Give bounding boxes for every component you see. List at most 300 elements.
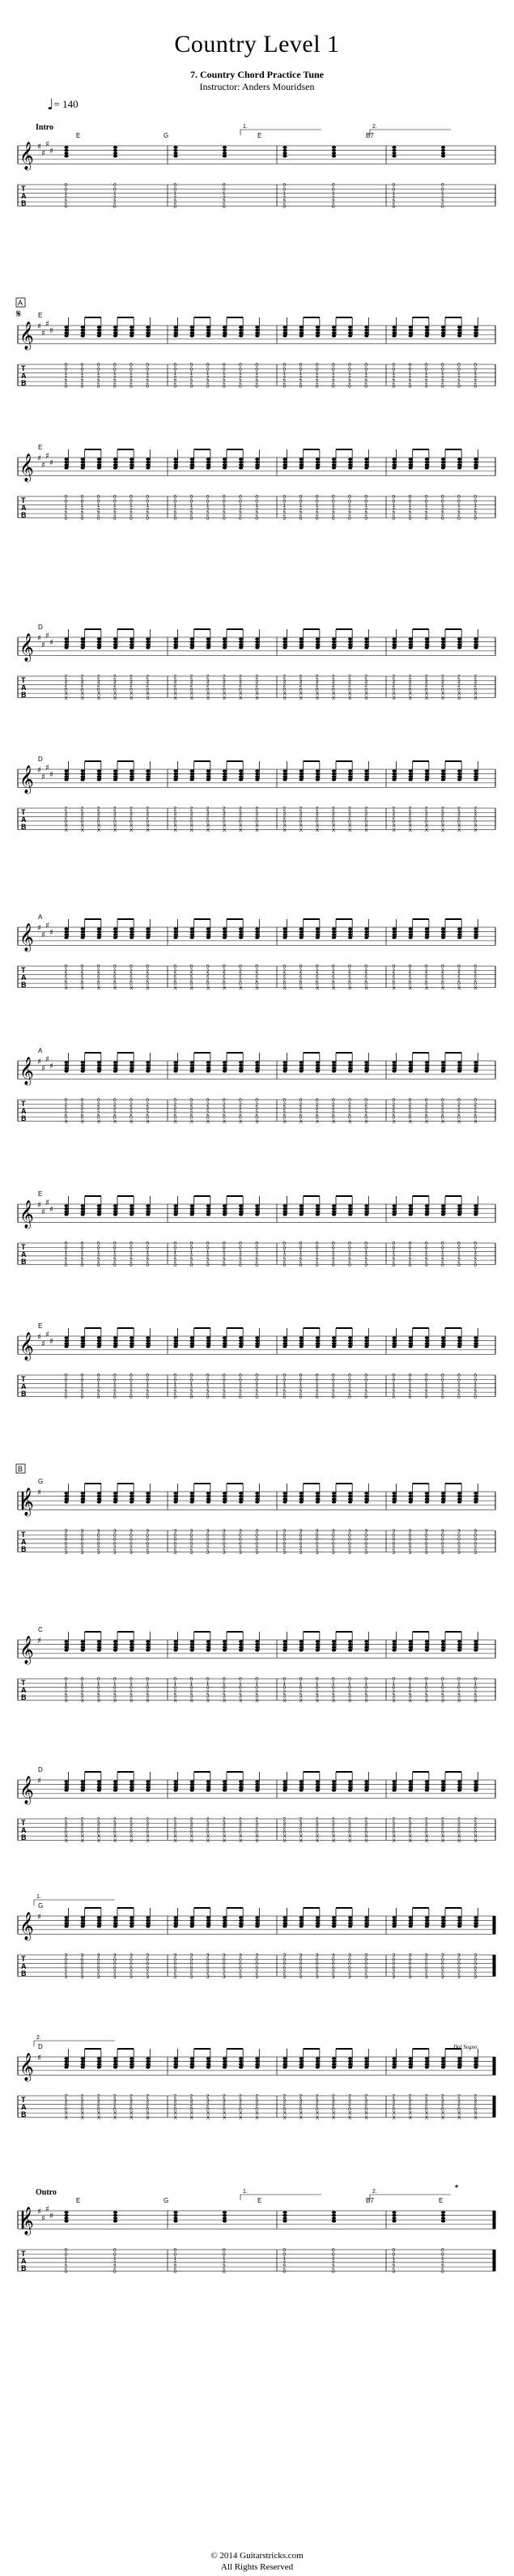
chord-notehead	[392, 2066, 396, 2069]
chord-notehead	[206, 1922, 210, 1925]
tab-fret-number: 2	[332, 1110, 335, 1117]
chord-notehead	[425, 1204, 429, 1207]
chord-notehead	[206, 1492, 210, 1495]
tab-fret-number: 0	[441, 1114, 444, 1121]
tab-fret-number: 3	[206, 1693, 210, 1700]
tab-fret-number: 2	[64, 2260, 68, 2267]
tab-fret-number: 0	[239, 2106, 242, 2113]
tab-fret-number: 1	[457, 1382, 461, 1388]
key-sharp-icon: ♯	[41, 773, 45, 782]
tab-fret-number: 3	[80, 1550, 84, 1556]
chord-notehead	[206, 1345, 210, 1348]
tab-fret-number: 3	[424, 1820, 428, 1827]
chord-notehead	[474, 1067, 478, 1070]
tab-fret-number: 0	[239, 1097, 242, 1104]
tab-fret-number: 1	[282, 371, 287, 377]
chord-notehead	[113, 1783, 117, 1786]
tab-fret-number: 0	[255, 362, 258, 368]
tab-fret-number: 2	[64, 1106, 68, 1113]
tab-fret-number: 0	[64, 182, 68, 189]
chord-notehead	[425, 1640, 429, 1643]
chord-notehead	[474, 1497, 478, 1501]
chord-name: G	[38, 1902, 44, 1910]
chord-notehead	[299, 1925, 304, 1928]
tab-fret-number: 1	[64, 371, 68, 377]
key-sharp-icon: ♯	[41, 641, 45, 650]
tab-fret-number: 0	[189, 1829, 193, 1836]
chord-notehead	[425, 646, 429, 649]
tab-fret-number: 2	[457, 815, 461, 821]
chord-notehead	[282, 775, 287, 778]
tab-fret-number: 2	[96, 375, 100, 381]
tab-fret-number: 2	[332, 973, 335, 979]
tab-letter: A	[21, 1382, 27, 1390]
tab-fret-number: 0	[223, 1961, 226, 1968]
tab-fret-number: 0	[189, 1262, 193, 1268]
chord-notehead	[97, 1213, 101, 1216]
tab-fret-number: 2	[64, 973, 68, 979]
tab-fret-number: 2	[315, 507, 319, 513]
chord-notehead	[457, 773, 461, 776]
tab-fret-number: 3	[173, 810, 177, 816]
chord-notehead	[64, 155, 68, 158]
chord-notehead	[474, 1207, 478, 1211]
tab-fret-number: X	[392, 828, 396, 833]
tab-fret-number: 2	[130, 806, 133, 812]
chord-notehead	[441, 1640, 445, 1643]
tab-fret-number: X	[173, 1838, 177, 1844]
chord-notehead	[64, 936, 68, 939]
tab-fret-number: 0	[146, 384, 149, 390]
chord-notehead	[299, 1070, 304, 1073]
tab-fret-number: X	[408, 1119, 413, 1125]
tab-fret-number: 0	[239, 516, 242, 522]
chord-notehead	[299, 1339, 304, 1343]
tab-fret-number: 2	[255, 375, 258, 381]
tab-fret-number: 2	[113, 379, 117, 385]
tab-fret-number: 0	[392, 516, 396, 522]
tab-fret-number: X	[315, 1698, 320, 1704]
chord-notehead	[64, 1339, 68, 1343]
tab-fret-number: 0	[146, 362, 149, 368]
song-title: Country Level 1	[174, 31, 340, 57]
tab-fret-number: 3	[348, 1528, 351, 1535]
chord-notehead	[64, 2060, 68, 2063]
tab-fret-number: 3	[457, 1820, 461, 1827]
tab-fret-number: X	[173, 2110, 177, 2117]
chord-notehead	[348, 1649, 352, 1652]
chord-notehead	[146, 769, 150, 773]
chord-notehead	[474, 466, 478, 470]
chord-notehead	[425, 1646, 429, 1649]
chord-notehead	[441, 1213, 445, 1216]
tab-fret-number: X	[315, 1838, 320, 1844]
chord-notehead	[332, 1342, 336, 1345]
tab-letter: B	[21, 1693, 27, 1701]
tab-fret-number: 0	[424, 1541, 428, 1548]
tab-fret-number: 0	[332, 2106, 335, 2113]
chord-notehead	[190, 334, 194, 338]
tab-fret-number: X	[255, 691, 259, 697]
tab-fret-number: 1	[315, 1680, 319, 1687]
tab-fret-number: X	[457, 1838, 461, 1844]
tab-fret-number: 0	[189, 1676, 193, 1683]
tab-fret-number: 2	[282, 1110, 287, 1117]
chord-notehead	[457, 1789, 461, 1792]
tab-fret-number: 0	[332, 1532, 335, 1539]
chord-notehead	[348, 933, 352, 936]
tab-fret-number: 2	[206, 2093, 210, 2100]
tab-fret-number: 3	[348, 1952, 351, 1959]
tab-fret-number: X	[96, 2110, 101, 2117]
tab-fret-number: X	[364, 2115, 368, 2121]
tab-fret-number: 1	[223, 1680, 226, 1687]
tab-fret-number: 2	[364, 1969, 367, 1976]
tab-fret-number: 2	[441, 1110, 444, 1117]
chord-notehead	[81, 927, 85, 930]
tab-fret-number: 3	[408, 1952, 412, 1959]
tab-fret-number: 0	[223, 819, 226, 825]
tab-fret-number: X	[146, 691, 150, 697]
tab-fret-number: 0	[364, 1373, 367, 1379]
chord-notehead	[173, 463, 177, 466]
tab-fret-number: 0	[206, 687, 210, 693]
tab-fret-number: 3	[474, 1550, 477, 1556]
chord-notehead	[130, 1204, 134, 1207]
chord-notehead	[364, 334, 368, 338]
tab-fret-number: 0	[239, 498, 242, 505]
chord-notehead	[173, 769, 177, 773]
tab-fret-number: 0	[173, 1241, 177, 1247]
tab-fret-number: 1	[424, 503, 428, 509]
chord-notehead	[457, 1640, 461, 1643]
tab-fret-number: 2	[282, 1816, 287, 1823]
chord-notehead	[316, 773, 320, 776]
chord-notehead	[190, 1640, 194, 1643]
tab-fret-number: 3	[223, 1952, 226, 1959]
tab-fret-number: 2	[64, 2102, 68, 2109]
tab-fret-number: 0	[392, 2251, 396, 2258]
tab-fret-number: 0	[173, 1676, 177, 1683]
tab-fret-number: 0	[424, 516, 428, 522]
chord-notehead	[64, 641, 68, 644]
tab-fret-number: 3	[299, 1528, 303, 1535]
tab-fret-number: 0	[282, 498, 287, 505]
tab-fret-number: 0	[457, 964, 461, 970]
tab-fret-number: X	[332, 823, 336, 829]
tab-fret-number: 2	[408, 674, 412, 680]
chord-notehead	[97, 1643, 101, 1646]
chord-notehead	[206, 1342, 210, 1345]
chord-notehead	[173, 2220, 177, 2223]
chord-notehead	[441, 1501, 445, 1504]
tab-fret-number: 3	[96, 678, 100, 684]
tab-fret-number: 3	[80, 678, 84, 684]
chord-notehead	[316, 461, 320, 464]
tab-fret-number: 3	[392, 678, 396, 684]
chord-notehead	[223, 334, 227, 338]
key-sharp-icon: ♯	[37, 2208, 41, 2216]
chord-notehead	[97, 637, 101, 641]
tab-fret-number: 0	[113, 362, 117, 368]
tab-fret-number: 0	[424, 1685, 428, 1692]
tab-fret-number: 0	[206, 494, 210, 500]
tab-fret-number: 2	[441, 1390, 444, 1396]
tab-fret-number: 2	[64, 1969, 68, 1976]
tab-fret-number: 0	[96, 1373, 100, 1379]
tab-fret-number: 0	[299, 2106, 303, 2113]
chord-notehead	[441, 936, 445, 939]
tab-fret-number: 1	[392, 1680, 396, 1687]
tab-fret-number: 1	[348, 503, 351, 509]
tab-fret-number: 2	[392, 507, 396, 513]
tab-letter: T	[21, 1375, 26, 1383]
tab-fret-number: 2	[392, 199, 396, 206]
chord-notehead	[146, 930, 150, 934]
tab-fret-number: 2	[80, 375, 84, 381]
tab-fret-number: 0	[223, 1097, 226, 1104]
tab-fret-number: 2	[315, 1689, 319, 1696]
chord-notehead	[206, 1213, 210, 1216]
tab-fret-number: 0	[80, 1961, 84, 1968]
chord-notehead	[223, 2057, 227, 2060]
chord-notehead	[64, 637, 68, 641]
chord-notehead	[392, 2214, 396, 2217]
tab-fret-number: 1	[282, 1250, 287, 1256]
tab-letter: B	[21, 199, 27, 207]
chord-notehead	[425, 1342, 429, 1345]
tab-fret-number: 2	[206, 977, 210, 983]
tab-fret-number: 0	[130, 1541, 133, 1548]
tab-fret-number: 3	[474, 1820, 477, 1827]
tab-fret-number: 0	[348, 1241, 351, 1247]
chord-notehead	[81, 466, 85, 470]
tab-fret-number: 2	[223, 379, 226, 385]
tab-fret-number: 0	[64, 1114, 68, 1121]
tab-fret-number: X	[64, 1833, 68, 1840]
chord-notehead	[364, 1070, 368, 1073]
tab-fret-number: 0	[223, 1373, 226, 1379]
chord-notehead	[299, 458, 304, 461]
tab-fret-number: 2	[223, 683, 226, 689]
tab-fret-number: X	[332, 986, 336, 991]
tab-fret-number: 3	[457, 1693, 461, 1700]
chord-notehead	[425, 326, 429, 329]
tab-fret-number: 2	[299, 1101, 303, 1108]
tab-fret-number: 3	[80, 1693, 84, 1700]
chord-notehead	[392, 2216, 396, 2220]
tab-fret-number: 0	[299, 1537, 303, 1543]
tab-fret-number: 2	[408, 683, 412, 689]
tab-fret-number: 0	[239, 981, 242, 987]
tab-fret-number: 0	[408, 384, 412, 390]
chord-notehead	[64, 2214, 68, 2217]
chord-notehead	[348, 1919, 352, 1922]
tab-fret-number: 0	[223, 182, 226, 189]
chord-notehead	[392, 1342, 396, 1345]
chord-notehead	[97, 646, 101, 649]
tab-fret-number: 0	[113, 1373, 117, 1379]
chord-notehead	[364, 331, 368, 334]
tab-fret-number: 0	[474, 1114, 477, 1121]
tab-fret-number: 2	[424, 1101, 428, 1108]
chord-notehead	[173, 1649, 177, 1652]
chord-notehead	[392, 1207, 396, 1211]
tab-letter: B	[21, 1258, 27, 1266]
tab-fret-number: 3	[408, 810, 412, 816]
chord-notehead	[332, 775, 336, 778]
chord-notehead	[282, 778, 287, 781]
tab-fret-number: 3	[255, 1693, 258, 1700]
tab-fret-number: 2	[223, 674, 226, 680]
chord-notehead	[364, 1342, 368, 1345]
tab-fret-number: X	[80, 1838, 85, 1844]
chord-notehead	[409, 1207, 413, 1211]
key-sharp-icon: ♯	[45, 764, 49, 773]
tab-fret-number: 3	[80, 810, 84, 816]
tab-fret-number: 0	[113, 2247, 117, 2254]
chord-notehead	[64, 775, 68, 778]
chord-notehead	[299, 643, 304, 646]
chord-notehead	[190, 1497, 194, 1501]
tab-fret-number: 1	[80, 503, 84, 509]
tab-fret-number: 2	[299, 1254, 303, 1260]
tab-fret-number: 2	[223, 968, 226, 974]
chord-notehead	[457, 329, 461, 332]
tab-fret-number: 0	[348, 1245, 351, 1251]
chord-notehead	[97, 2066, 101, 2069]
chord-notehead	[425, 1916, 429, 1919]
tab-fret-number: 0	[255, 494, 258, 500]
tab-fret-number: 0	[64, 494, 68, 500]
chord-notehead	[316, 1070, 320, 1073]
tab-fret-number: 2	[130, 1258, 133, 1264]
chord-notehead	[316, 1640, 320, 1643]
tab-fret-number: X	[392, 1698, 396, 1704]
chord-notehead	[441, 930, 445, 934]
chord-notehead	[441, 331, 445, 334]
tab-fret-number: 2	[424, 1689, 428, 1696]
tab-fret-number: X	[255, 823, 259, 829]
tab-fret-number: 0	[315, 494, 319, 500]
tab-letter: T	[21, 1531, 26, 1539]
tab-fret-number: 2	[206, 1816, 210, 1823]
tab-fret-number: 0	[457, 1241, 461, 1247]
tab-fret-number: 2	[315, 375, 319, 381]
tab-fret-number: 2	[189, 1390, 193, 1396]
chord-notehead	[409, 936, 413, 939]
tab-letter: B	[21, 1114, 27, 1122]
tab-fret-number: 0	[299, 964, 303, 970]
tab-fret-number: 0	[146, 1956, 149, 1963]
chord-notehead	[332, 1640, 336, 1643]
chord-notehead	[206, 646, 210, 649]
tab-fret-number: 0	[364, 362, 367, 368]
tab-fret-number: 2	[189, 968, 193, 974]
tab-fret-number: 0	[282, 366, 287, 373]
tab-fret-number: 0	[299, 1965, 303, 1972]
chord-notehead	[299, 466, 304, 470]
tab-fret-number: 0	[441, 2269, 444, 2275]
chord-notehead	[282, 1783, 287, 1786]
chord-notehead	[239, 329, 243, 332]
chord-notehead	[474, 1501, 478, 1504]
chord-notehead	[255, 637, 259, 641]
chord-notehead	[81, 1495, 85, 1498]
tab-fret-number: 1	[130, 1250, 133, 1256]
chord-notehead	[332, 2216, 336, 2220]
tab-fret-number: 0	[239, 1961, 242, 1968]
tab-fret-number: 0	[424, 1241, 428, 1247]
tab-fret-number: 3	[424, 1550, 428, 1556]
chord-notehead	[282, 933, 287, 936]
chord-notehead	[190, 643, 194, 646]
tab-fret-number: 2	[80, 1254, 84, 1260]
tab-fret-number: 0	[130, 1965, 133, 1972]
tab-fret-number: 0	[96, 1377, 100, 1383]
tab-fret-number: 3	[239, 1820, 242, 1827]
tab-fret-number: 0	[424, 498, 428, 505]
tab-letter: B	[21, 1390, 27, 1398]
chord-notehead	[332, 331, 336, 334]
chord-notehead	[173, 1339, 177, 1343]
tab-fret-number: 2	[457, 1689, 461, 1696]
chord-notehead	[332, 334, 336, 338]
tab-fret-number: 2	[130, 1110, 133, 1117]
tab-fret-number: 2	[282, 1106, 287, 1113]
tab-fret-number: 0	[332, 1965, 335, 1972]
tab-fret-number: 0	[173, 1377, 177, 1383]
tab-fret-number: 0	[96, 981, 100, 987]
chord-notehead	[239, 1643, 243, 1646]
tab-fret-number: 0	[255, 1537, 258, 1543]
chord-notehead	[81, 1649, 85, 1652]
tab-fret-number: 2	[424, 375, 428, 381]
chord-notehead	[409, 1916, 413, 1919]
tab-fret-number: 2	[223, 1689, 226, 1696]
chord-notehead	[206, 334, 210, 338]
chord-name: C	[38, 1626, 43, 1633]
tab-fret-number: X	[424, 696, 429, 701]
tab-fret-number: 0	[392, 1829, 396, 1836]
chord-notehead	[392, 1339, 396, 1343]
tab-fret-number: X	[424, 1838, 429, 1844]
tab-fret-number: 0	[474, 1956, 477, 1963]
chord-notehead	[255, 1780, 259, 1783]
tab-fret-number: 0	[206, 1532, 210, 1539]
tab-fret-number: 2	[332, 375, 335, 381]
tab-fret-number: 0	[408, 1114, 412, 1121]
chord-notehead	[409, 1789, 413, 1792]
tab-fret-number: 2	[255, 1545, 258, 1552]
tab-fret-number: 0	[96, 1685, 100, 1692]
tab-fret-number: 1	[457, 1250, 461, 1256]
tab-fret-number: 2	[189, 973, 193, 979]
tab-fret-number: 2	[113, 977, 117, 983]
tab-fret-number: 0	[173, 1829, 177, 1836]
tab-fret-number: 0	[424, 1532, 428, 1539]
tab-fret-number: 0	[332, 1377, 335, 1383]
chord-notehead	[392, 155, 396, 158]
chord-notehead	[190, 2066, 194, 2069]
tab-fret-number: X	[223, 986, 227, 991]
chord-notehead	[332, 2060, 336, 2063]
tab-fret-number: X	[315, 823, 320, 829]
tab-fret-number: X	[223, 2115, 227, 2121]
chord-notehead	[255, 2066, 259, 2069]
tab-fret-number: 2	[113, 1106, 117, 1113]
tab-fret-number: 0	[173, 1961, 177, 1968]
